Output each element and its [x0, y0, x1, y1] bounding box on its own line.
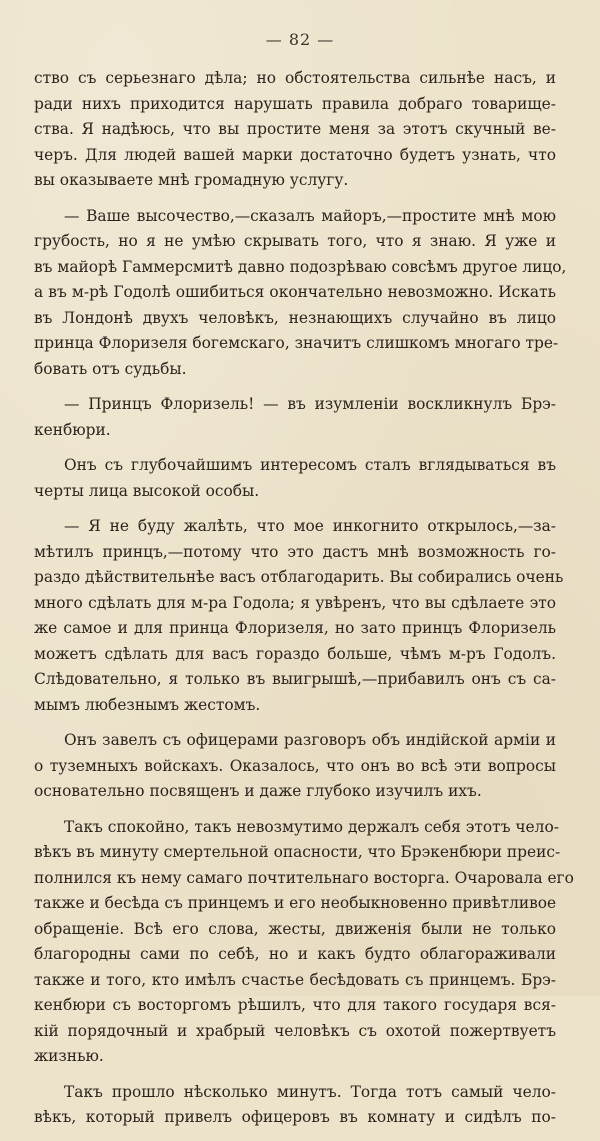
text-line: — Я не буду жалѣть, что мое инкогнито открылось,—за-: [64, 517, 556, 535]
text-line: мымъ любезнымъ жестомъ.: [34, 695, 261, 714]
text-line: въ майорѣ Гаммерсмитѣ давно подозрѣваю совсѣмъ другое лицо,: [34, 257, 567, 276]
text-line: Такъ спокойно, такъ невозмутимо держалъ себя этотъ чело-: [64, 817, 559, 836]
text-line: ства. Я надѣюсь, что вы простите меня за этотъ скучный ве-: [34, 120, 556, 138]
paragraph: [34, 514, 564, 718]
text-line: — Принцъ Флоризель! — въ изумленіи воскликнулъ Брэ-: [64, 395, 556, 413]
text-line: обращеніе. Всѣ его слова, жесты, движенія были не только: [34, 919, 556, 938]
text-line: грубость, но я не умѣю скрывать того, что я знаю. Я уже и: [34, 232, 556, 250]
text-line: Онъ съ глубочайшимъ интересомъ сталъ вглядываться въ: [64, 456, 556, 474]
paragraph: [34, 1080, 556, 1131]
text-line: жизнью.: [34, 1047, 104, 1065]
text-line: Онъ завелъ съ офицерами разговоръ объ индійской арміи и: [64, 731, 556, 749]
text-line: ство съ серьезнаго дѣла; но обстоятельства сильнѣе насъ, и: [34, 69, 556, 87]
text-line: вѣкъ въ минуту смертельной опасности, что Брэкенбюри преис-: [34, 843, 561, 861]
paragraph: [34, 728, 556, 805]
text-line: Такъ прошло нѣсколько минутъ. Тогда тотъ самый чело-: [64, 1082, 556, 1101]
text-line: черты лица высокой особы.: [34, 481, 260, 500]
text-line: бовать отъ судьбы.: [34, 359, 187, 378]
text-line: благородны сами по себѣ, но и какъ будто облагораживали: [34, 945, 556, 963]
paragraph: [34, 815, 574, 1070]
paragraph: [34, 392, 556, 443]
page-number: — 82 —: [265, 30, 335, 49]
paragraph: [34, 204, 567, 383]
text-line: можетъ сдѣлать для васъ гораздо больше, чѣмъ м-ръ Годолъ.: [34, 644, 556, 663]
text-line: — Ваше высочество,—сказалъ майоръ,—простите мнѣ мою: [64, 206, 556, 225]
paragraph: [34, 453, 556, 504]
text-line: Слѣдовательно, я только въ выигрышѣ,—прибавилъ онъ съ са-: [34, 670, 556, 688]
text-line: основательно посвященъ и даже глубоко изучилъ ихъ.: [34, 782, 482, 800]
text-line: раздо дѣйствительнѣе васъ отблагодарить. Вы собирались очень: [34, 568, 564, 586]
text-line: о туземныхъ войскахъ. Оказалось, что онъ во всѣ эти вопросы: [34, 756, 556, 775]
text-line: много сдѣлать для м-ра Годола; я увѣренъ, что вы сдѣлаете это: [34, 593, 556, 612]
text-line: въ Лондонѣ двухъ человѣкъ, незнающихъ случайно въ лицо: [34, 308, 556, 327]
text-line: также и бесѣда съ принцемъ и его необыкновенно привѣтливое: [34, 894, 557, 912]
text-line: вѣкъ, который привелъ офицеровъ въ комнату и сидѣлъ по-: [34, 1108, 556, 1126]
text-line: мѣтилъ принцъ,—потому что это дастъ мнѣ возможность го-: [34, 542, 556, 561]
text-line: также и того, кто имѣлъ счастье бесѣдовать съ принцемъ. Брэ-: [34, 970, 556, 989]
text-line: полнился къ нему самаго почтительнаго восторга. Очаровала его: [34, 868, 574, 887]
text-line: кенбюри.: [34, 420, 111, 439]
text-line: кій порядочный и храбрый человѣкъ съ охотой пожертвуетъ: [34, 1021, 556, 1040]
text-line: ради нихъ приходится нарушать правила добраго товарище-: [34, 94, 556, 113]
text-body: [34, 66, 574, 1141]
text-line: черъ. Для людей вашей марки достаточно будетъ узнать, что: [34, 145, 556, 164]
text-line: вы оказываете мнѣ громадную услугу.: [34, 171, 349, 189]
text-line: кенбюри съ восторгомъ рѣшилъ, что для такого государя вся-: [34, 996, 556, 1014]
paragraph: [34, 66, 556, 194]
text-line: принца Флоризеля богемскаго, значитъ слишкомъ многаго тре-: [34, 334, 559, 352]
text-line: а въ м-рѣ Годолѣ ошибиться окончательно невозможно. Искать: [34, 283, 556, 301]
text-line: же самое и для принца Флоризеля, но зато принцъ Флоризель: [34, 619, 556, 637]
